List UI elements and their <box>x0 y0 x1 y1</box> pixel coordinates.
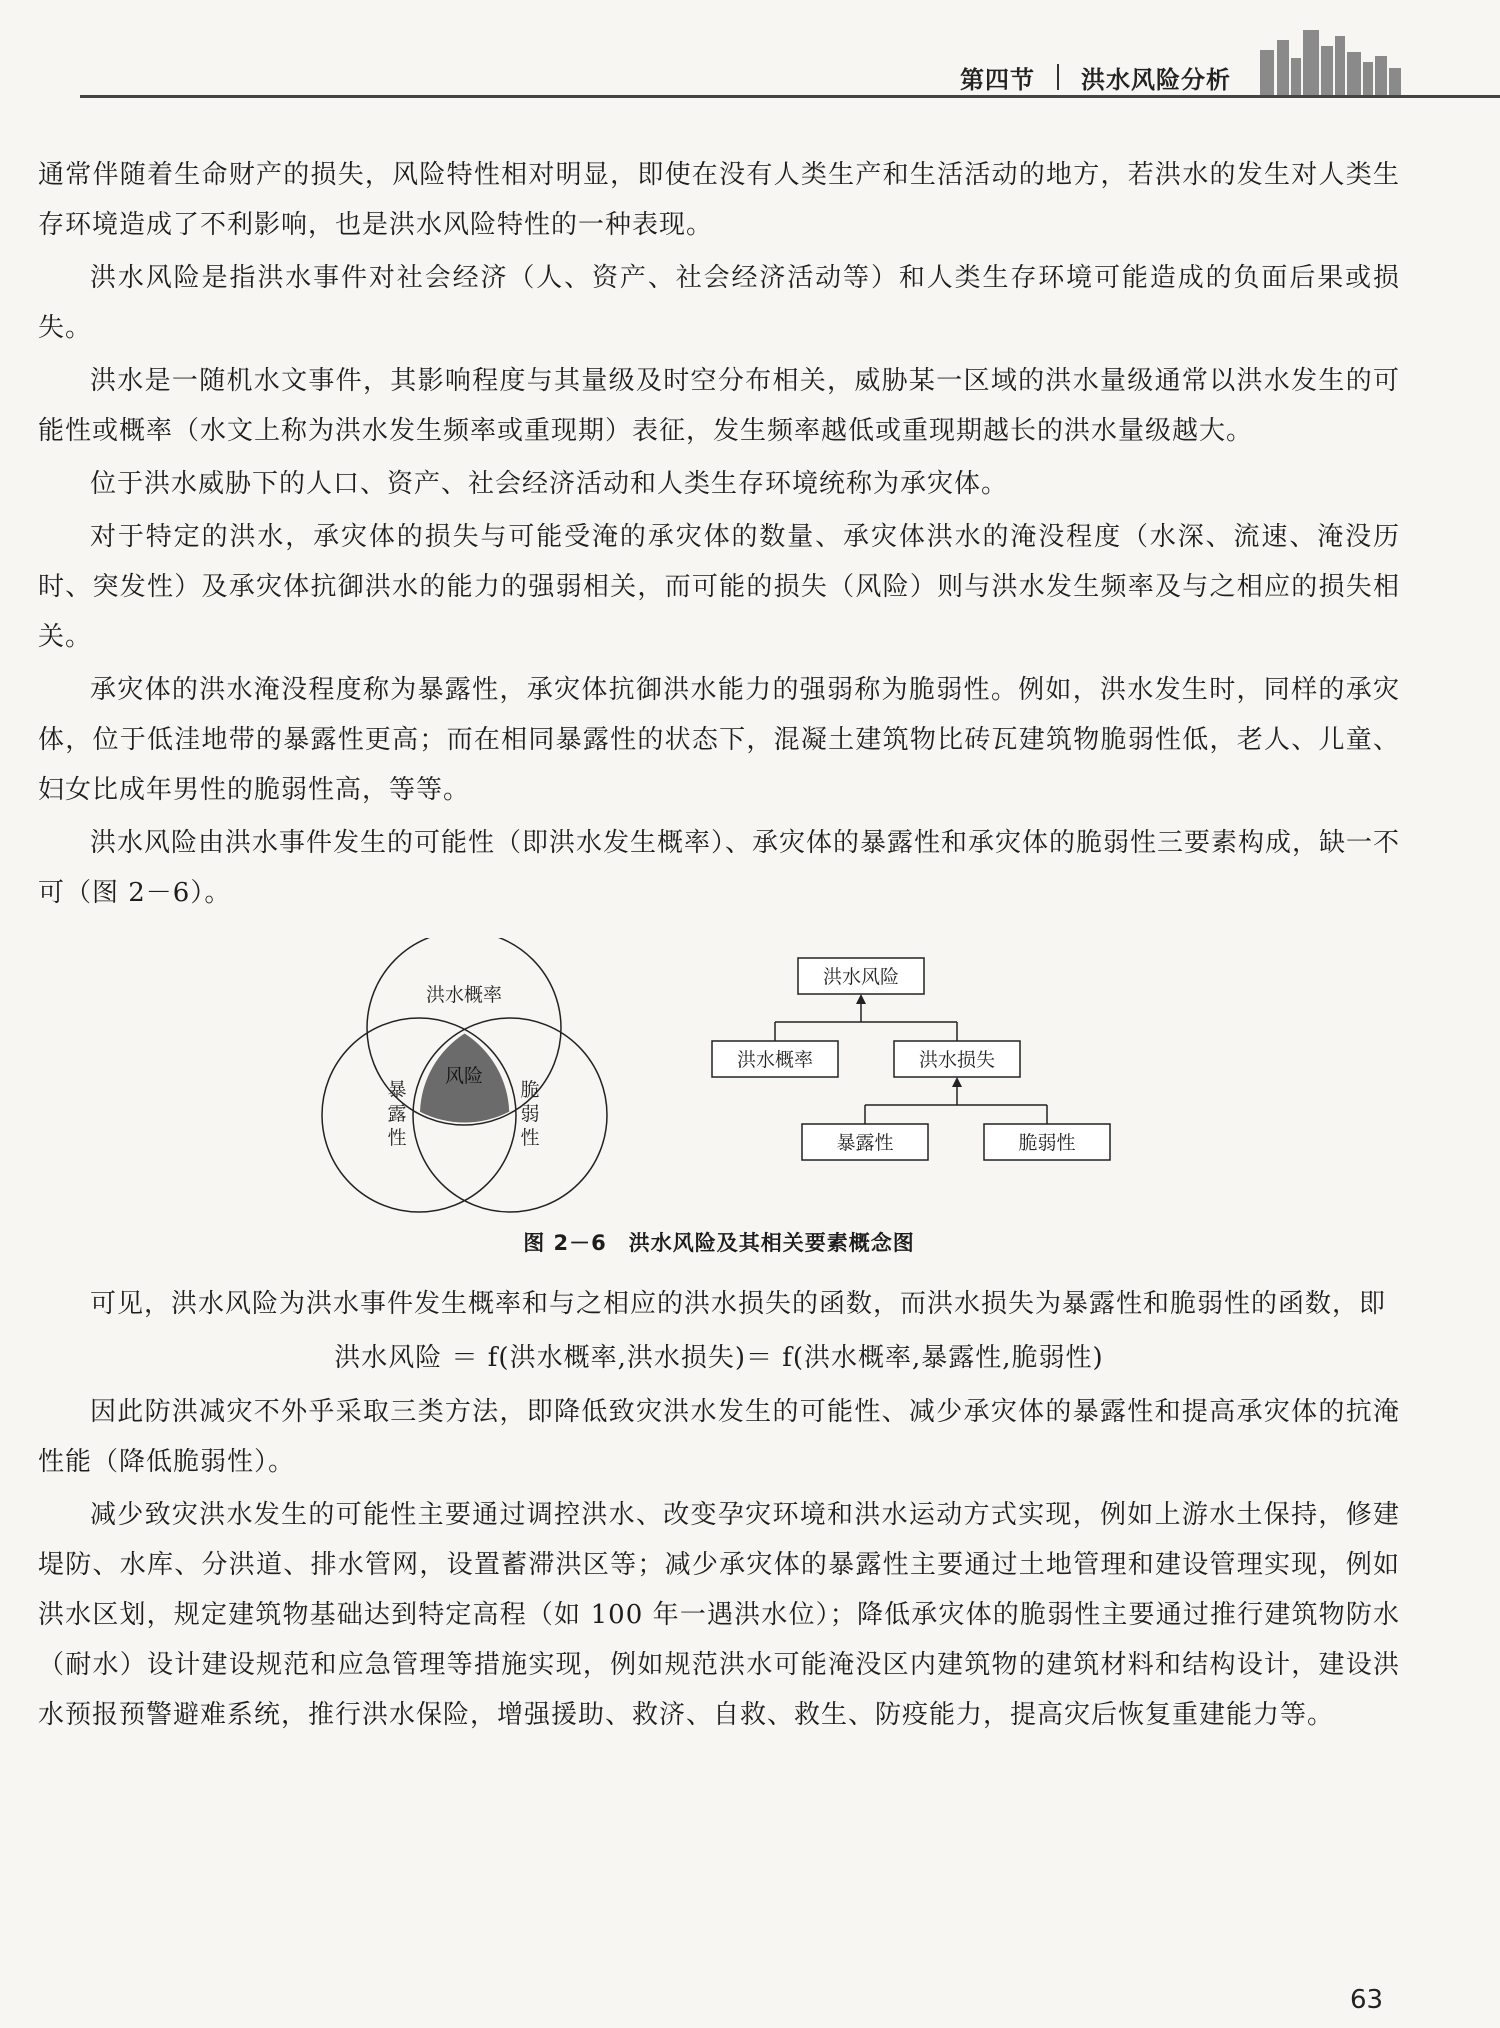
paragraph: 洪水风险由洪水事件发生的可能性（即洪水发生概率）、承灾体的暴露性和承灾体的脆弱性三要素构成，缺一不可（图 2－6）。 <box>38 828 1401 908</box>
paragraph: 承灾体的洪水淹没程度称为暴露性，承灾体抗御洪水能力的强弱称为脆弱性。例如，洪水发生时，同样的承灾体，位于低洼地带的暴露性更高；而在相同暴露性的状态下，混凝土建筑物比砖瓦建筑物脆弱性低，老人、儿童、妇女比成年男性的脆弱性高，等等。 <box>38 675 1400 805</box>
header-rule <box>80 95 1500 98</box>
tree-probability-label: 洪水概率 <box>736 1049 814 1071</box>
arrow-up-icon <box>952 1077 962 1087</box>
tree-vulnerability-label: 脆弱性 <box>1018 1132 1076 1154</box>
figure-caption: 图 2－6 洪水风险及其相关要素概念图 <box>523 1231 915 1255</box>
paragraph: 位于洪水威胁下的人口、资产、社会经济活动和人类生存环境统称为承灾体。 <box>90 469 1009 499</box>
paragraph: 通常伴随着生命财产的损失，风险特性相对明显，即使在没有人类生产和生活活动的地方，若洪水的发生对人类生存环境造成了不利影响，也是洪水风险特性的一种表现。 <box>38 160 1400 240</box>
paragraph: 对于特定的洪水，承灾体的损失与可能受淹的承灾体的数量、承灾体洪水的淹没程度（水深、流速、淹没历时、突发性）及承灾体抗御洪水的能力的强弱相关，而可能的损失（风险）则与洪水发生频率及与之相应的损失相关。 <box>38 522 1400 652</box>
page-number: 63 <box>1350 1985 1384 2015</box>
paragraph: 洪水是一随机水文事件，其影响程度与其量级及时空分布相关，威胁某一区域的洪水量级通常以洪水发生的可能性或概率（水文上称为洪水发生频率或重现期）表征，发生频率越低或重现期越长的洪水量级越大。 <box>38 366 1400 446</box>
page-header <box>0 0 1500 110</box>
paragraph: 减少致灾洪水发生的可能性主要通过调控洪水、改变孕灾环境和洪水运动方式实现，例如上游水土保持，修建堤防、水库、分洪道、排水管网，设置蓄滞洪区等；减少承灾体的暴露性主要通过土地管理和建设管理实现，例如洪水区划，规定建筑物基础达到特定高程（如 100 年一遇洪水位）；降低承灾体的脆弱性主要通过推行建筑物防水（耐水）设计建设规范和应急管理等措施实现，例如规范洪水可能淹没区内建筑物的建筑材料和结构设计，建设洪水预报预警避难系统，推行洪水保险，增强援助、救济、自救、救生、防疫能力，提高灾后恢复重建能力等。 <box>38 1500 1400 1730</box>
header-section: 第四节 <box>960 65 1035 94</box>
venn-diagram <box>322 938 607 1212</box>
paragraph: 可见，洪水风险为洪水事件发生概率和与之相应的洪水损失的函数，而洪水损失为暴露性和脆弱性的函数，即 <box>90 1289 1387 1319</box>
venn-right-label: 脆 <box>520 1079 540 1101</box>
formula: 洪水风险 ＝ f(洪水概率,洪水损失)＝ f(洪水概率,暴露性,脆弱性) <box>334 1343 1104 1373</box>
tree-loss-label: 洪水损失 <box>918 1049 996 1071</box>
venn-left-label: 露 <box>387 1103 407 1125</box>
paragraph: 因此防洪减灾不外乎采取三类方法，即降低致灾洪水发生的可能性、减少承灾体的暴露性和提高承灾体的抗淹性能（降低脆弱性）。 <box>38 1397 1400 1477</box>
paragraph: 洪水风险是指洪水事件对社会经济（人、资产、社会经济活动等）和人类生存环境可能造成的负面后果或损失。 <box>38 263 1400 343</box>
figure-2-6 <box>38 938 1400 1223</box>
header-title: 洪水风险分析 <box>1081 65 1231 94</box>
tree-root-label: 洪水风险 <box>822 966 900 988</box>
venn-center-label: 风险 <box>444 1065 484 1087</box>
venn-left-label: 性 <box>387 1127 407 1149</box>
venn-right-label: 弱 <box>520 1103 540 1125</box>
running-header <box>960 58 1231 96</box>
header-separator <box>1057 64 1059 90</box>
page-body <box>38 150 1400 1743</box>
concept-diagram <box>38 938 1400 1223</box>
tree-exposure-label: 暴露性 <box>836 1132 894 1154</box>
venn-left-label: 暴 <box>387 1079 407 1101</box>
venn-top-label: 洪水概率 <box>425 984 503 1006</box>
venn-right-label: 性 <box>520 1127 540 1149</box>
skyline-icon <box>1255 22 1415 97</box>
arrow-up-icon <box>856 994 866 1004</box>
